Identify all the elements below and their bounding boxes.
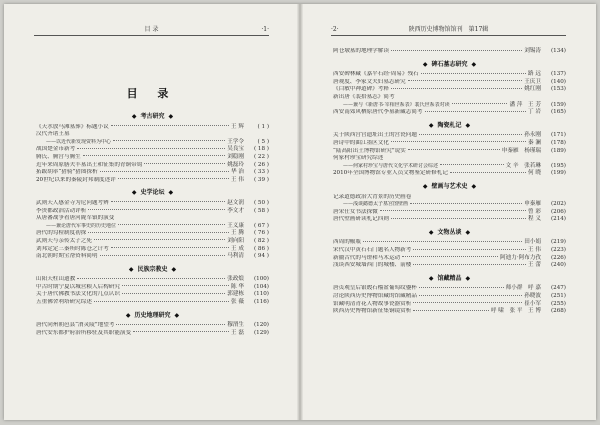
dot-leader <box>410 203 522 204</box>
dot-leader <box>408 80 522 81</box>
toc-entry-title: 武则天与亲传太子之死 <box>36 237 92 244</box>
toc-entry <box>333 109 566 117</box>
section-heading <box>333 61 566 69</box>
toc-entry <box>333 94 566 102</box>
toc-entry-title: 近年来周原膳夫丰墓出土和征集的青铜带钩 <box>36 161 143 168</box>
toc-entry-page: (251) <box>550 293 566 300</box>
toc-entry-page: (104) <box>253 283 269 290</box>
toc-entry-title: ——以近代新发现资料为中心 <box>46 138 112 145</box>
toc-entry-page: (120) <box>253 322 269 329</box>
section-heading-text: 壁画与艺术史 <box>431 182 468 190</box>
right-page <box>301 4 596 420</box>
toc-entry-author: 申秦雁 杨瑾瑞 <box>501 147 541 154</box>
toc-entry <box>36 291 269 299</box>
toc-entry-page: ( 1 ) <box>257 123 269 130</box>
dot-leader <box>77 278 225 279</box>
toc-entry-title: ——兼论唐代军事史的历史地位 <box>46 222 117 229</box>
toc-entry-title: 《白敏中神道碑》考释 <box>333 86 389 93</box>
section-heading <box>36 113 269 121</box>
toc-entry <box>36 200 269 208</box>
toc-entry-page: ( 67 ) <box>253 222 269 229</box>
section-heading <box>333 229 566 237</box>
toc-entry <box>333 285 566 293</box>
toc-entry <box>36 299 269 307</box>
toc-entry-author: 程 义 <box>528 216 541 223</box>
toc-entry-title: 唐代同州朝邑县“渭灵陵”地望考 <box>36 322 115 329</box>
toc-entry-page: ( 5 ) <box>257 138 269 145</box>
toc-entry-author: 张 薇 <box>231 299 244 306</box>
dot-leader <box>452 103 508 104</box>
toc-entry-title: 西周的椒瓶 <box>333 239 361 246</box>
toc-entry-author: 姚磊玲 <box>227 161 244 168</box>
toc-entry-author: 申秦雁 <box>524 201 541 208</box>
dot-leader <box>100 255 226 256</box>
toc-entry-page: (129) <box>253 329 269 336</box>
toc-entry-title: 馆藏明清青花人物故事瓷器赏析 <box>333 300 412 307</box>
right-toc-column <box>333 48 566 316</box>
section-heading-text: 历史地理研究 <box>134 311 171 319</box>
diamond-icon: ◆ <box>131 189 137 197</box>
toc-entry-title: 关于陕西宫宫遗址出土的宫瓷问题 <box>333 132 417 139</box>
toc-entry-page: (116) <box>253 299 269 306</box>
toc-entry-page: (159) <box>550 101 566 108</box>
dot-leader <box>111 125 229 126</box>
toc-entry-title: 刘邦定定三秦所时陈仓之计考 <box>36 245 109 252</box>
toc-entry-title: 西安碑林藏《嘉平石经·周易》残石 <box>333 71 419 78</box>
toc-entry-author: 王义康 <box>227 222 244 229</box>
dot-leader <box>408 149 500 150</box>
toc-entry-page: (202) <box>550 201 566 208</box>
dot-leader <box>88 209 225 210</box>
toc-entry-page: ( 22 ) <box>253 153 269 160</box>
diamond-icon: ◆ <box>471 182 477 190</box>
dot-leader <box>122 293 225 294</box>
toc-entry-author: 王 成 <box>231 245 244 252</box>
toc-entry <box>333 293 566 301</box>
toc-entry-page: ( 58 ) <box>253 207 269 214</box>
diamond-icon: ◆ <box>422 182 428 190</box>
toc-entry-title: 2010年全国博物馆专业人员文物鉴定研修札记 <box>333 170 448 177</box>
toc-entry-author: 刘向阳 <box>227 237 244 244</box>
toc-entry <box>36 322 269 330</box>
toc-entry-author: 王 伟 <box>528 247 541 254</box>
dot-leader <box>419 295 522 296</box>
toc-entry-title: 西安南郊风栖原唐代李墓新藏志简考 <box>333 109 423 116</box>
dot-leader <box>391 218 526 219</box>
section-heading-text: 陶瓷札记 <box>437 121 462 129</box>
toc-entry <box>333 262 566 270</box>
toc-entry-title: 新出唐《裴拾墓志》简考 <box>333 93 395 100</box>
toc-entry-author: 李文才 <box>227 207 244 214</box>
diamond-icon: ◆ <box>465 274 471 282</box>
dot-leader <box>391 141 526 142</box>
toc-entry <box>333 86 566 94</box>
toc-entry <box>36 230 269 238</box>
toc-entry-author: 田小娟 <box>524 239 541 246</box>
toc-entry-author: 马利清 <box>227 253 244 260</box>
dot-leader <box>100 171 229 172</box>
section-heading <box>36 189 269 197</box>
toc-entry-author: 赵文润 <box>227 199 244 206</box>
toc-entry-page: (240) <box>550 262 566 269</box>
toc-entry-title: 武则天人感金寺为尼问题考辨 <box>36 199 109 206</box>
right-header-title: 陕西历史博物馆馆刊 第17辑 <box>408 26 489 33</box>
dot-leader <box>133 331 229 332</box>
toc-entry-title: 唐宋仕女书法探微 <box>333 208 378 215</box>
toc-entry-page: ( 76 ) <box>253 230 269 237</box>
toc-entry-page: (153) <box>550 86 566 93</box>
toc-entry-author: 王 磊 <box>231 329 244 336</box>
toc-entry-title: 唐代安东都护府治所移驻及其职能演变 <box>36 329 132 336</box>
toc-entry-page: ( 33 ) <box>253 169 269 176</box>
toc-entry-author: 秦 澜 <box>528 139 541 146</box>
toc-entry-page: (195) <box>550 162 566 169</box>
toc-entry-page: (214) <box>550 216 566 223</box>
toc-entry-title: 拓跋胡率“猎骑”猎图探析 <box>36 169 98 176</box>
toc-entry-page: (100) <box>253 276 269 283</box>
dot-leader <box>94 239 225 240</box>
toc-entry <box>36 215 269 223</box>
toc-entry <box>36 253 269 261</box>
toc-entry-title: ——兼与《新唐书·宰相世系表》裴氏世系表对读 <box>343 101 450 108</box>
toc-entry <box>333 148 566 156</box>
dot-leader <box>413 249 526 250</box>
toc-entry <box>333 194 566 202</box>
toc-entry <box>36 124 269 132</box>
diamond-icon: ◆ <box>428 228 434 236</box>
diamond-icon: ◆ <box>471 60 477 68</box>
dot-leader <box>77 148 225 149</box>
toc-entry-page: (171) <box>550 132 566 139</box>
left-toc-column <box>36 108 269 337</box>
toc-entry-page: (137) <box>550 71 566 78</box>
section-heading <box>36 266 269 274</box>
toc-entry-title: 何家村珍宝研究综述 <box>333 155 384 162</box>
toc-entry-author: 张政烺 <box>227 276 244 283</box>
toc-entry-author: 刘稳刚 <box>227 153 244 160</box>
toc-entry-title: 阿仓墩墓的地理学解读 <box>333 48 389 54</box>
toc-entry-title: 宋代汉中黄石石门题名人物新考 <box>333 247 412 254</box>
dot-leader <box>116 324 225 325</box>
left-page <box>4 4 299 420</box>
diamond-icon: ◆ <box>422 60 428 68</box>
dot-leader <box>88 232 229 233</box>
left-running-header <box>34 26 269 36</box>
diamond-icon: ◆ <box>174 311 180 319</box>
toc-entry-page: ( 50 ) <box>253 199 269 206</box>
toc-entry-author: 王学令 <box>227 138 244 145</box>
dot-leader <box>440 164 504 165</box>
toc-entry-title: 李贵都政治活动评析 <box>36 207 87 214</box>
toc-entry-author: 崔小军 <box>524 300 541 307</box>
diamond-icon: ◆ <box>465 228 471 236</box>
diamond-icon: ◆ <box>428 121 434 129</box>
section-heading-text: 馆藏精品 <box>437 274 462 282</box>
toc-entry-title: 汉代齐诸王墓 <box>36 131 70 138</box>
toc-entry <box>36 177 269 185</box>
diamond-icon: ◆ <box>128 265 134 273</box>
toc-entry <box>333 239 566 247</box>
toc-entry <box>333 71 566 79</box>
toc-entry <box>333 216 566 224</box>
toc-entry <box>36 238 269 246</box>
toc-entry-page: (219) <box>550 239 566 246</box>
toc-entry-title: 战国楚金币新考 <box>36 146 76 153</box>
toc-entry-author: 华 治 <box>231 169 244 176</box>
toc-subtitle-entry <box>333 201 566 209</box>
toc-entry <box>333 247 566 255</box>
toc-entry <box>333 140 566 148</box>
right-running-header <box>331 26 566 36</box>
toc-entry <box>36 276 269 284</box>
toc-entry <box>333 132 566 140</box>
toc-entry-title: 討论陕西历史博物馆藏的馆藏精品 <box>333 293 417 300</box>
toc-entry-author: 姚红刚 <box>524 86 541 93</box>
dot-leader <box>113 140 225 141</box>
toc-entry-title: 山阳天柱山遗教 <box>36 276 76 283</box>
toc-entry-author: 刘锡涛 <box>524 48 541 54</box>
toc-entry-author: 何 晓 <box>528 170 541 177</box>
section-heading-text: 民族宗教史 <box>137 265 168 273</box>
toc-entry <box>36 330 269 338</box>
dot-leader <box>413 310 489 311</box>
dot-leader <box>118 178 229 179</box>
toc-entry-page: ( 39 ) <box>253 176 269 183</box>
dot-leader <box>419 287 504 288</box>
toc-entry-author: 郭建栋 <box>227 291 244 298</box>
diamond-icon: ◆ <box>465 121 471 129</box>
toc-entry-author: 王庆卫 <box>524 78 541 85</box>
toc-entry-title: 唐诗中的曲江墨区文化 <box>333 139 389 146</box>
toc-entry-author: 孙晓波 <box>524 293 541 300</box>
section-heading <box>333 122 566 130</box>
toc-entry-page: (140) <box>550 78 566 85</box>
toc-entry <box>36 208 269 216</box>
toc-entry <box>333 48 566 56</box>
dot-leader <box>111 247 229 248</box>
toc-entry-title: 南北朝时期宝帮资料简明 <box>36 253 98 260</box>
toc-entry-title: 中古时期宁夏以城营粮人后构研究 <box>36 283 120 290</box>
toc-entry-author: 王 腾 <box>231 230 244 237</box>
toc-entry-author: 王 蕾 <box>528 262 541 269</box>
dot-leader <box>363 241 522 242</box>
section-heading <box>333 275 566 283</box>
toc-entry-author: 路 远 <box>528 71 541 78</box>
toc-entry-page: ( 82 ) <box>253 237 269 244</box>
toc-entry-title: 关于唐代佛教书法文化的几点认识 <box>36 291 120 298</box>
diamond-icon: ◆ <box>131 113 137 120</box>
diamond-icon: ◆ <box>171 265 177 273</box>
toc-entry-author: 王 辉 <box>231 123 244 130</box>
toc-entry <box>333 308 566 316</box>
section-heading-text: 考古研究 <box>140 113 165 120</box>
left-header-page-number: ·1· <box>261 26 269 33</box>
toc-entry-page: (206) <box>550 208 566 215</box>
toc-entry-page: (134) <box>550 48 566 54</box>
dot-leader <box>402 256 498 257</box>
toc-entry <box>36 131 269 139</box>
dot-leader <box>111 201 225 202</box>
toc-entry-author: 潘 萍 王 芳 <box>509 101 541 108</box>
toc-entry-page: ( 26 ) <box>253 161 269 168</box>
toc-entry-title: 记录道德政治大背景的历史画卷 <box>333 193 412 200</box>
dot-leader <box>419 134 522 135</box>
toc-entry-title: 20世纪以来的秦陵封邦制度述评 <box>36 176 116 183</box>
toc-entry-title: 唐代壁画研读札记四则 <box>333 216 389 223</box>
toc-entry-author: 呼 啸 张 平 王 博 <box>490 308 541 315</box>
toc-entry-page: (226) <box>550 254 566 261</box>
section-heading <box>333 183 566 191</box>
toc-entry-page: ( 18 ) <box>253 146 269 153</box>
diamond-icon: ◆ <box>428 274 434 282</box>
toc-entry-title: 唐观度、李家文夫妇墓志研究 <box>333 78 406 85</box>
toc-entry-page: (199) <box>550 170 566 177</box>
section-heading-text: 碑石墓志研究 <box>431 60 468 68</box>
toc-entry-author: 穆渭生 <box>227 322 244 329</box>
toc-entry-page: (178) <box>550 139 566 146</box>
dot-leader <box>380 210 526 211</box>
toc-entry-title: 五重佛舍利塔研究综述 <box>36 299 92 306</box>
toc-entry-page: ( 94 ) <box>253 253 269 260</box>
toc-entry-title: “陆高阳出土博物馆研究”说实 <box>333 147 406 154</box>
toc-entry-page: ( 86 ) <box>253 245 269 252</box>
toc-entry-title: 新疆古代的马镫和马术运动 <box>333 254 401 261</box>
right-header-page-number: ·2· <box>331 26 339 33</box>
toc-entry <box>333 155 566 163</box>
dot-leader <box>144 163 225 164</box>
toc-entry <box>36 246 269 254</box>
section-heading <box>36 312 269 320</box>
toc-entry-author: 师小群 呼 嘉 <box>505 285 541 292</box>
toc-entry-title: 《天水放马滩墓葬》标题小议 <box>36 123 109 130</box>
toc-entry-title: 从唐蕃战争看唐河陇军镇的演变 <box>36 215 115 222</box>
toc-entry <box>36 169 269 177</box>
toc-entry-page: (268) <box>550 308 566 315</box>
dot-leader <box>94 301 229 302</box>
toc-entry-author: 丁 岩 <box>528 109 541 116</box>
dot-leader <box>83 155 225 156</box>
dot-leader <box>391 50 522 51</box>
left-header-title: 目 录 <box>144 26 159 33</box>
toc-entry-title: 陕西历史博物馆新征集铜镜赏析 <box>333 308 412 315</box>
dot-leader <box>118 224 225 225</box>
toc-entry-title: 唐贞观皇后银镀石榴盆葡萄纹鎏杯 <box>333 285 417 292</box>
toc-entry-title: 浅谈西安城墙西门的城楼、箭楼 <box>333 262 412 269</box>
toc-entry-author: 王 伟 <box>231 176 244 183</box>
dot-leader <box>391 88 522 89</box>
dot-leader <box>413 302 522 303</box>
dot-leader <box>122 285 229 286</box>
diamond-icon: ◆ <box>168 189 174 197</box>
toc-entry-title: 唐代的勾检制度初探 <box>36 230 87 237</box>
toc-entry-page: (165) <box>550 109 566 116</box>
toc-entry <box>36 154 269 162</box>
toc-entry-author: 阿迪力·阿布力孜 <box>500 254 541 261</box>
dot-leader <box>413 264 526 265</box>
toc-entry-page: (223) <box>550 247 566 254</box>
section-heading-text: 史学论坛 <box>140 189 165 197</box>
section-heading-text: 文物丛谈 <box>437 228 462 236</box>
toc-entry-page: (110) <box>253 291 269 298</box>
toc-entry-page: (189) <box>550 147 566 154</box>
toc-entry-author: 陈 华 <box>231 283 244 290</box>
toc-entry <box>333 170 566 178</box>
book-spread <box>4 4 596 420</box>
toc-entry-page: (255) <box>550 300 566 307</box>
dot-leader <box>425 111 527 112</box>
toc-title: 目 录 <box>126 87 177 100</box>
toc-entry-author: 吴良宝 <box>227 146 244 153</box>
toc-entry-author: 曾 彩 <box>528 208 541 215</box>
dot-leader <box>421 73 526 74</box>
dot-leader <box>450 172 526 173</box>
diamond-icon: ◆ <box>125 311 131 319</box>
toc-entry-title: 腾氏、腾宫与腾生 <box>36 153 81 160</box>
toc-entry-page: (247) <box>550 285 566 292</box>
diamond-icon: ◆ <box>168 113 174 120</box>
toc-entry-title: ——何家村珍宝与唐代文化学术研讨会综述 <box>343 162 439 169</box>
toc-entry-author: 孙永刚 <box>524 132 541 139</box>
toc-entry-author: 文 辛 张若琳 <box>505 162 541 169</box>
toc-entry <box>36 146 269 154</box>
toc-entry-title: ——浅谈懿德太子墓宫图壁画 <box>343 201 409 208</box>
